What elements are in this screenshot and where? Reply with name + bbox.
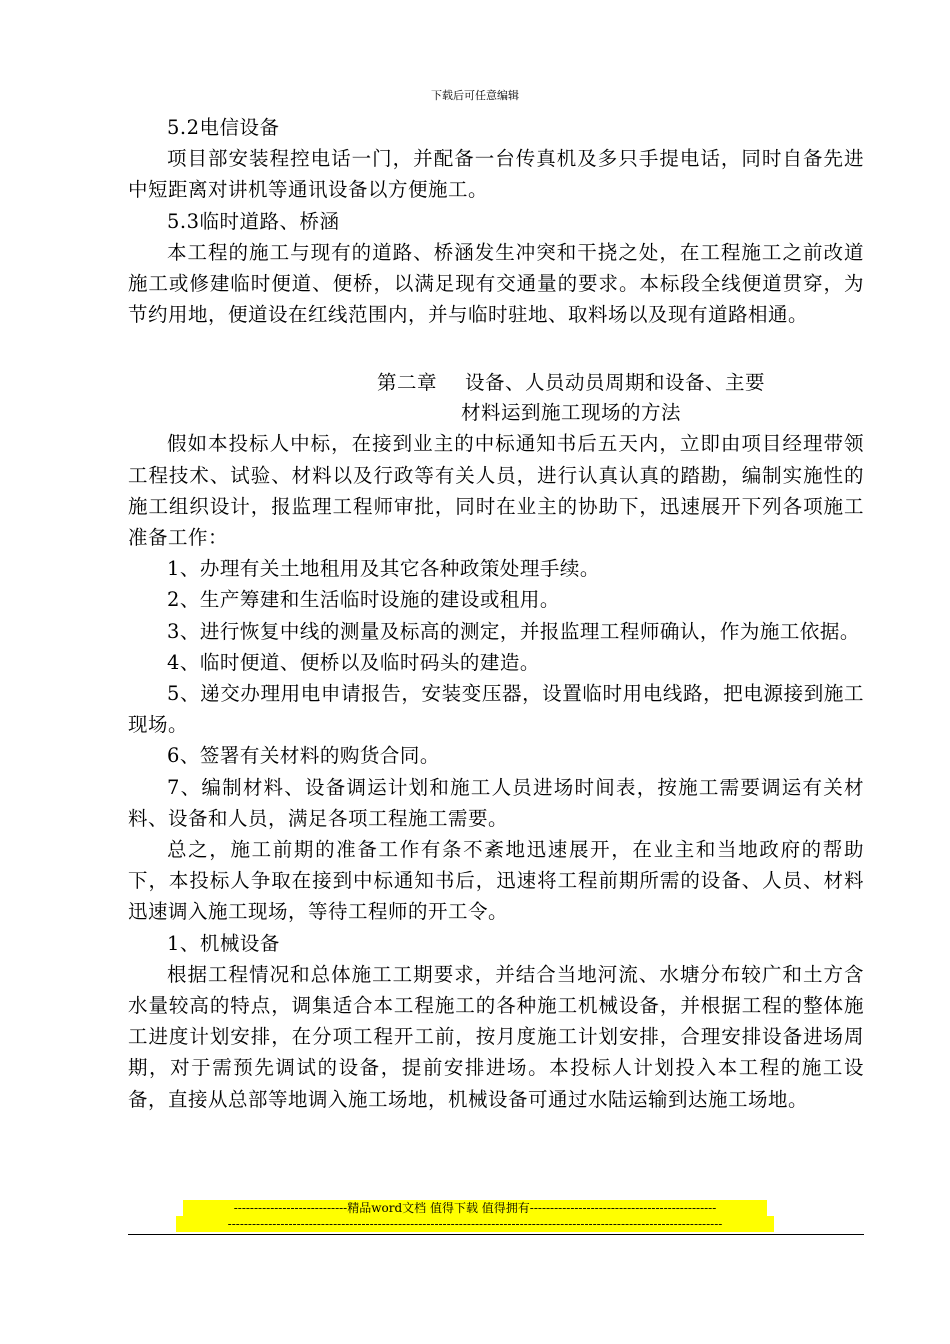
document-body bbox=[128, 112, 864, 1115]
section-heading-temporary-roads: 5.3临时道路、桥涵 bbox=[167, 209, 340, 233]
list-item: 1、办理有关土地租用及其它各种政策处理手续。 bbox=[167, 557, 600, 581]
section-heading-machinery: 1、机械设备 bbox=[167, 931, 280, 955]
blank-line bbox=[128, 330, 864, 368]
section-heading-telecom: 5.2电信设备 bbox=[167, 116, 280, 139]
footer-rule bbox=[128, 1234, 864, 1235]
list-item: 6、签署有关材料的购货合同。 bbox=[167, 744, 440, 768]
header-note: 下载后可任意编辑 bbox=[431, 89, 519, 102]
paragraph-summary: 总之，施工前期的准备工作有条不紊地迅速展开，在业主和当地政府的帮助下，本投标人争取在接到中标通知书后，迅速将工程前期所需的设备、人员、材料迅速调入施工现场，等待工程师的开工令。 bbox=[128, 838, 864, 924]
chapter-title-line1 bbox=[128, 368, 864, 398]
paragraph-machinery: 根据工程情况和总体施工工期要求，并结合当地河流、水塘分布较广和土方含水量较高的特点，调集适合本工程施工的各种施工机械设备，并根据工程的整体施工进度计划安排，在分项工程开工前，按月度施工计划安排，合理安排设备进场周期，对于需预先调试的设备，提前安排进场。本投标人计划投入本工程的施工设备，直接从总部等地调入施工场地，机械设备可通过水陆运输到达施工场地。 bbox=[128, 962, 864, 1111]
paragraph-temporary-roads: 本工程的施工与现有的道路、桥涵发生冲突和干挠之处，在工程施工之前改道施工或修建临时便道、便桥，以满足现有交通量的要求。本标段全线便道贯穿，为节约用地，便道设在红线范围内，并与临时驻地、取料场以及现有道路相通。 bbox=[128, 240, 864, 327]
list-item: 5、递交办理用电申请报告，安装变压器，设置临时用电线路，把电源接到施工现场。 bbox=[128, 682, 864, 737]
list-item: 2、生产筹建和生活临时设施的建设或租用。 bbox=[167, 588, 560, 612]
footer-dash-text: -------------------------------------------------------------------------------------------------------------------------- bbox=[176, 1216, 774, 1232]
chapter-label: 第二章 bbox=[376, 371, 437, 395]
list-item: 3、进行恢复中线的测量及标高的测定，并报监理工程师确认，作为施工依据。 bbox=[167, 619, 860, 643]
footer-banner-text: ----------------------------精品word文档 值得下载 值得拥有---------------------------------------------- bbox=[183, 1200, 767, 1216]
list-item: 4、临时便道、便桥以及临时码头的建造。 bbox=[167, 650, 540, 674]
footer-dash-line bbox=[0, 1216, 950, 1236]
list-item: 7、编制材料、设备调运计划和施工人员进场时间表，按施工需要调运有关材料、设备和人员，满足各项工程施工需要。 bbox=[128, 775, 864, 830]
chapter-title-text: 设备、人员动员周期和设备、主要 bbox=[465, 371, 766, 395]
chapter-title-line2: 材料运到施工现场的方法 bbox=[460, 401, 681, 425]
paragraph-telecom: 项目部安装程控电话一门，并配备一台传真机及多只手提电话，同时自备先进中短距离对讲机等通讯设备以方便施工。 bbox=[128, 147, 864, 202]
paragraph-intro: 假如本投标人中标，在接到业主的中标通知书后五天内，立即由项目经理带领工程技术、试验、材料以及行政等有关人员，进行认真认真的踏勘，编制实施性的施工组织设计，报监理工程师审批，同时在业主的协助下，迅速展开下列各项施工准备工作： bbox=[128, 432, 864, 550]
